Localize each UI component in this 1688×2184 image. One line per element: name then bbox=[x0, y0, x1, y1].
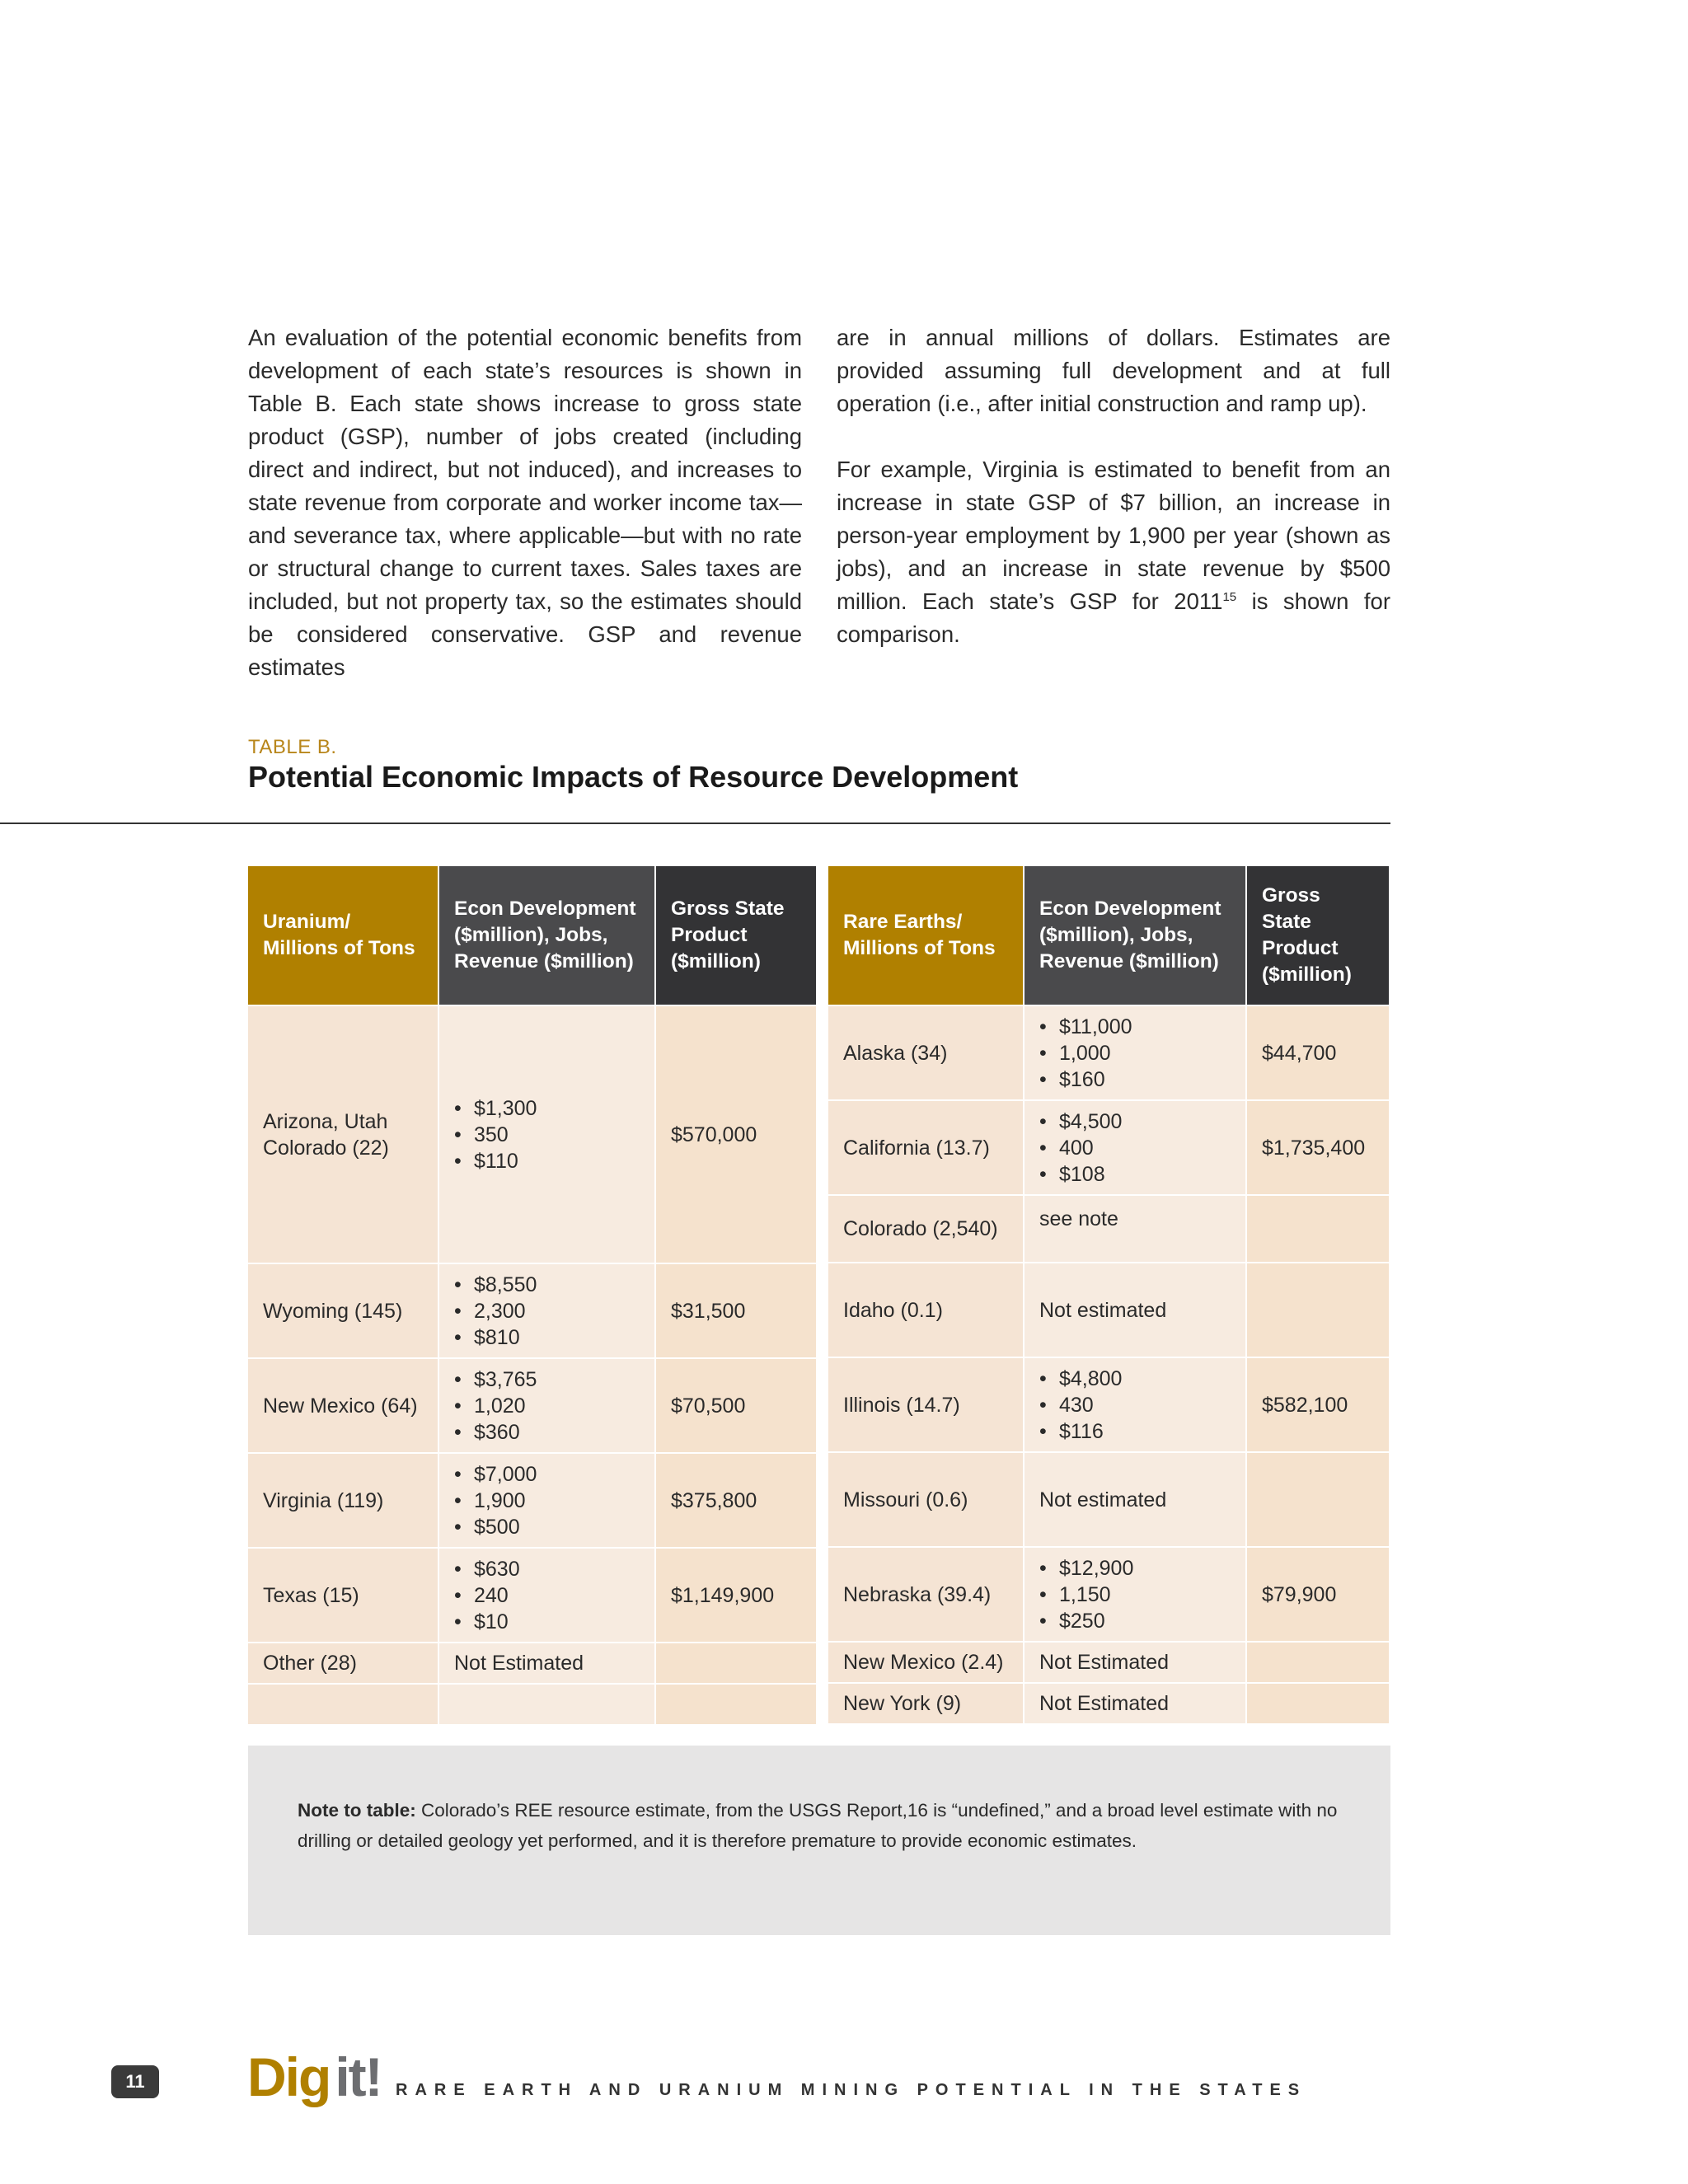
column-header: Econ Development ($million), Jobs, Revenue ($million) bbox=[1025, 866, 1247, 1006]
table-row bbox=[248, 1685, 818, 1726]
table-row bbox=[828, 1358, 1390, 1453]
column-header: Rare Earths/ Millions of Tons bbox=[828, 866, 1025, 1006]
page-number: 11 bbox=[111, 2065, 159, 2098]
table-row bbox=[828, 1684, 1390, 1725]
gsp-cell bbox=[1247, 1643, 1390, 1684]
table-row bbox=[248, 1006, 818, 1264]
table-row bbox=[828, 1548, 1390, 1643]
econ-value: • $3,765 bbox=[454, 1366, 640, 1393]
state-cell: Colorado (2,540) bbox=[828, 1196, 1025, 1263]
table-title: Potential Economic Impacts of Resource Development bbox=[248, 760, 1019, 794]
table-row bbox=[248, 1264, 818, 1359]
table-row bbox=[828, 1263, 1390, 1358]
gsp-cell bbox=[656, 1643, 818, 1685]
gsp-cell bbox=[1247, 1453, 1390, 1548]
gsp-cell: $570,000 bbox=[656, 1006, 818, 1264]
econ-value: • $8,550 bbox=[454, 1272, 640, 1298]
econ-cell bbox=[439, 1264, 656, 1359]
state-cell: Nebraska (39.4) bbox=[828, 1548, 1025, 1643]
uranium-table bbox=[248, 866, 818, 1726]
gsp-cell: $44,700 bbox=[1247, 1006, 1390, 1101]
econ-value: • 400 bbox=[1039, 1135, 1231, 1161]
gsp-cell: $1,735,400 bbox=[1247, 1101, 1390, 1196]
intro-left-column bbox=[248, 321, 802, 717]
gsp-cell bbox=[1247, 1684, 1390, 1725]
table-row bbox=[248, 1359, 818, 1454]
econ-cell: Not Estimated bbox=[1025, 1643, 1247, 1684]
econ-cell: Not Estimated bbox=[1025, 1684, 1247, 1725]
table-row bbox=[248, 1454, 818, 1549]
econ-value: • 1,020 bbox=[454, 1393, 640, 1419]
state-cell: New York (9) bbox=[828, 1684, 1025, 1725]
gsp-cell: $31,500 bbox=[656, 1264, 818, 1359]
column-header: Gross State Product ($million) bbox=[656, 866, 818, 1006]
table-row bbox=[248, 1549, 818, 1643]
intro-text bbox=[248, 321, 1390, 717]
state-cell: Idaho (0.1) bbox=[828, 1263, 1025, 1358]
econ-value: • $360 bbox=[454, 1419, 640, 1446]
econ-cell bbox=[1025, 1006, 1247, 1101]
state-cell: Missouri (0.6) bbox=[828, 1453, 1025, 1548]
econ-value: • $116 bbox=[1039, 1418, 1231, 1445]
table-note bbox=[248, 1746, 1390, 1935]
state-cell: New Mexico (2.4) bbox=[828, 1643, 1025, 1684]
econ-value: • $108 bbox=[1039, 1161, 1231, 1188]
logo-dig: Dig bbox=[247, 2046, 331, 2107]
state-cell: Illinois (14.7) bbox=[828, 1358, 1025, 1453]
econ-cell bbox=[1025, 1358, 1247, 1453]
econ-cell bbox=[439, 1006, 656, 1264]
footer-tagline: RARE EARTH AND URANIUM MINING POTENTIAL IN THE STATES bbox=[396, 2081, 1307, 2099]
econ-value: • $160 bbox=[1039, 1066, 1231, 1093]
intro-text-run: For example, Virginia is estimated to benefit from an increase in state GSP of $7 billion, an increase in person-year employment by 1,900 per year (shown as jobs), and an increase in state revenue by $500 million. Each state’s GSP for 2011 bbox=[837, 457, 1390, 614]
gsp-cell bbox=[656, 1685, 818, 1726]
column-header: Econ Development ($million), Jobs, Revenue ($million) bbox=[439, 866, 656, 1006]
table-row bbox=[828, 1453, 1390, 1548]
state-cell bbox=[248, 1685, 439, 1726]
econ-value: • $7,000 bbox=[454, 1461, 640, 1488]
state-cell: Alaska (34) bbox=[828, 1006, 1025, 1101]
econ-value: • $630 bbox=[454, 1556, 640, 1582]
state-cell: Virginia (119) bbox=[248, 1454, 439, 1549]
logo-it: it! bbox=[335, 2046, 382, 2107]
econ-cell: see note bbox=[1025, 1196, 1247, 1263]
econ-value: • $11,000 bbox=[1039, 1014, 1231, 1040]
state-cell: Other (28) bbox=[248, 1643, 439, 1685]
gsp-cell: $1,149,900 bbox=[656, 1549, 818, 1643]
table-label: TABLE B. bbox=[248, 736, 337, 758]
econ-value: • $4,500 bbox=[1039, 1108, 1231, 1135]
gsp-cell bbox=[1247, 1196, 1390, 1263]
intro-paragraph: are in annual millions of dollars. Estimates are provided assuming full development and at full operation (i.e., after initial construction and ramp up). bbox=[837, 325, 1390, 416]
note-text: Colorado’s REE resource estimate, from the USGS Report,16 is “undefined,” and a broad level estimate with no drilling or detailed geology yet performed, and it is therefore premature to provide economic estimates. bbox=[298, 1800, 1338, 1851]
econ-value: • $250 bbox=[1039, 1608, 1231, 1634]
econ-value: • 1,900 bbox=[454, 1488, 640, 1514]
intro-right-column bbox=[837, 321, 1390, 717]
intro-paragraph bbox=[837, 453, 1390, 651]
econ-cell bbox=[1025, 1101, 1247, 1196]
title-divider bbox=[0, 823, 1390, 824]
column-header: Uranium/ Millions of Tons bbox=[248, 866, 439, 1006]
state-cell: Wyoming (145) bbox=[248, 1264, 439, 1359]
gsp-cell: $582,100 bbox=[1247, 1358, 1390, 1453]
econ-cell: Not estimated bbox=[1025, 1263, 1247, 1358]
econ-value: • 430 bbox=[1039, 1392, 1231, 1418]
econ-cell: Not estimated bbox=[1025, 1453, 1247, 1548]
econ-value: • 240 bbox=[454, 1582, 640, 1609]
econ-value: • $810 bbox=[454, 1324, 640, 1351]
table-row bbox=[828, 1006, 1390, 1101]
econ-cell bbox=[439, 1685, 656, 1726]
state-cell: California (13.7) bbox=[828, 1101, 1025, 1196]
intro-text-run: is shown for comparison. bbox=[837, 588, 1390, 647]
gsp-cell: $79,900 bbox=[1247, 1548, 1390, 1643]
econ-cell bbox=[1025, 1548, 1247, 1643]
table-row bbox=[828, 1643, 1390, 1684]
econ-value: • $12,900 bbox=[1039, 1555, 1231, 1582]
gsp-cell: $70,500 bbox=[656, 1359, 818, 1454]
econ-value: • $1,300 bbox=[454, 1095, 640, 1122]
table-row bbox=[248, 1643, 818, 1685]
state-cell: Texas (15) bbox=[248, 1549, 439, 1643]
econ-cell bbox=[439, 1359, 656, 1454]
table-row bbox=[828, 1101, 1390, 1196]
econ-value: • 350 bbox=[454, 1122, 640, 1148]
econ-value: • 1,000 bbox=[1039, 1040, 1231, 1066]
econ-cell bbox=[439, 1454, 656, 1549]
dig-it-logo bbox=[247, 2044, 382, 2110]
econ-cell bbox=[439, 1549, 656, 1643]
note-label: Note to table: bbox=[298, 1800, 416, 1821]
column-header: Gross State Product ($million) bbox=[1247, 866, 1390, 1006]
econ-value: • 2,300 bbox=[454, 1298, 640, 1324]
gsp-cell: $375,800 bbox=[656, 1454, 818, 1549]
table-header-row bbox=[248, 866, 818, 1006]
econ-cell: Not Estimated bbox=[439, 1643, 656, 1685]
state-cell: Arizona, Utah Colorado (22) bbox=[248, 1006, 439, 1264]
table-header-row bbox=[828, 866, 1390, 1006]
gsp-cell bbox=[1247, 1263, 1390, 1358]
rare-earths-table bbox=[828, 866, 1390, 1725]
econ-value: • 1,150 bbox=[1039, 1582, 1231, 1608]
econ-value: • $4,800 bbox=[1039, 1366, 1231, 1392]
table-row bbox=[828, 1196, 1390, 1263]
econ-value: • $10 bbox=[454, 1609, 640, 1635]
econ-value: • $110 bbox=[454, 1148, 640, 1174]
econ-value: • $500 bbox=[454, 1514, 640, 1540]
footnote-ref: 15 bbox=[1222, 589, 1237, 604]
state-cell: New Mexico (64) bbox=[248, 1359, 439, 1454]
intro-paragraph: An evaluation of the potential economic benefits from development of each state’s resources is shown in Table B. Each state shows increase to gross state product (GSP), number of jobs created (including direct and indirect, but not induced), and increases to state revenue from corporate and worker income tax—and severance tax, where applicable—but with no rate or structural change to current taxes. Sales taxes are included, but not property tax, so the estimates should be considered conservative. GSP and revenue estimates bbox=[248, 325, 802, 680]
